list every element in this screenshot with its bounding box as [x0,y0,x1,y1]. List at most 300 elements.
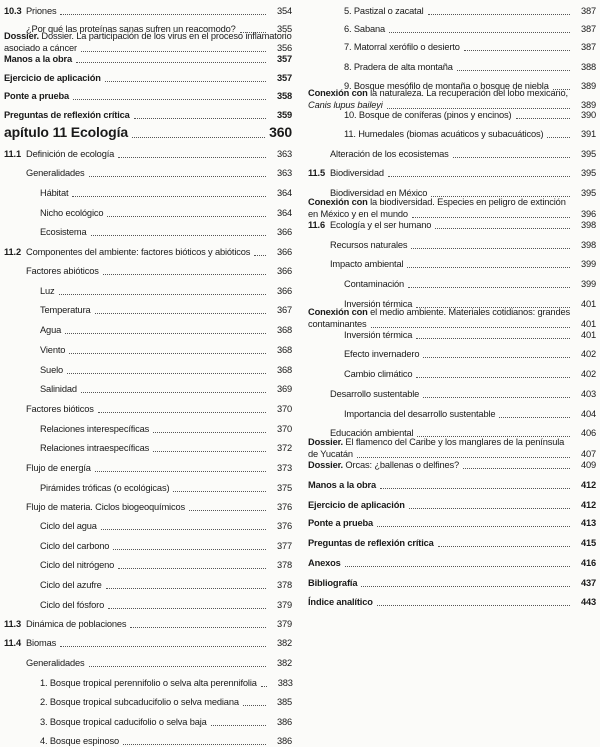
toc-entry-label: Generalidades [26,658,85,668]
toc-entry-multiline[interactable] [4,30,292,54]
toc-entry-label: Dossier. Orcas: ¿ballenas o delfines? [308,460,460,470]
dot-leader [409,508,570,509]
toc-page-number: 390 [580,110,596,120]
toc-entry-label: Cambio climático [344,369,413,379]
toc-entry-label: Flujo de energía [26,463,91,473]
toc-page-number: 379 [276,619,292,629]
dot-leader [380,488,570,489]
toc-page-number: 382 [276,638,292,648]
toc-entry-label: Ciclo del fósforo [40,600,105,610]
toc-page-number: 366 [276,266,292,276]
toc-entry-label: Efecto invernadero [344,349,420,359]
dot-leader [457,70,570,71]
toc-entry-label: apítulo 11 Ecología [4,124,128,140]
toc-entry[interactable] [26,502,292,513]
toc-entry-label: Relaciones intraespecíficas [40,443,150,453]
dot-leader [73,99,266,100]
dot-leader [377,526,570,527]
dot-leader [499,417,570,418]
toc-entry[interactable] [308,500,596,511]
toc-page-number: 415 [580,538,596,548]
toc-page-number: 398 [580,220,596,230]
dot-leader [118,568,266,569]
toc-entry[interactable] [4,149,292,160]
toc-page-number: 401 [580,299,596,309]
toc-entry-label: Componentes del ambiente: factores bióticos y abióticos [26,247,251,257]
toc-page-number: 388 [580,62,596,72]
toc-page-number: 368 [276,325,292,335]
dot-leader [464,50,570,51]
toc-entry-label: Dinámica de poblaciones [26,619,127,629]
toc-page-number: 382 [276,658,292,668]
toc-entry-label-continued: de Yucatán [308,449,353,459]
toc-entry[interactable] [4,6,292,17]
dot-leader [81,51,266,52]
toc-page-number: 376 [276,521,292,531]
dot-leader [411,248,570,249]
toc-entry[interactable] [4,110,292,121]
toc-entry[interactable] [40,286,292,297]
toc-entry-label: ¿Por qué las proteínas sanas sufren un reacomodo? [26,24,236,34]
toc-page-number: 389 [580,81,596,91]
toc-entry-label: Nicho ecológico [40,208,104,218]
dot-leader [438,546,570,547]
toc-entry-prefix: Conexión con [308,307,371,317]
toc-page-number: 386 [276,736,292,746]
toc-entry-label: Temperatura [40,305,91,315]
toc-entry-label: Generalidades [26,168,85,178]
toc-entry[interactable] [308,578,596,589]
toc-entry[interactable] [344,369,596,380]
toc-entry-label: Impacto ambiental [330,259,404,269]
toc-page-number: 387 [580,24,596,34]
dot-leader [345,566,570,567]
toc-entry[interactable] [40,541,292,552]
toc-entry[interactable] [344,409,596,420]
dot-leader [416,338,570,339]
toc-entry[interactable] [40,227,292,238]
toc-entry-label: Bibliografía [308,578,358,588]
toc-page-number: 366 [276,286,292,296]
toc-entry[interactable] [344,110,596,121]
toc-page-number: 389 [580,100,596,110]
dot-leader [89,176,266,177]
toc-entry[interactable] [4,54,292,65]
dot-leader [72,196,266,197]
toc-entry[interactable] [40,345,292,356]
toc-entry-prefix: Conexión con [308,88,371,98]
toc-page-number: 395 [580,188,596,198]
toc-entry[interactable] [308,518,596,529]
toc-entry-label: Alteración de los ecosistemas [330,149,449,159]
dot-leader [106,588,266,589]
dot-leader [261,686,267,687]
toc-page-number: 387 [580,6,596,16]
dot-leader [377,605,570,606]
toc-entry-label: Preguntas de reflexión crítica [308,538,434,548]
toc-entry[interactable] [330,389,596,400]
toc-entry-label: El flamenco del Caribe y los manglares de la península [345,437,565,447]
toc-page-number: 396 [580,209,596,219]
toc-entry[interactable] [40,188,292,199]
toc-page-number: 399 [580,259,596,269]
toc-entry-label: Ciclo del carbono [40,541,110,551]
toc-page-number: 391 [580,129,596,139]
toc-entry-line2 [4,42,292,54]
toc-entry[interactable] [330,149,596,160]
dot-leader [89,666,266,667]
dot-leader [423,397,570,398]
toc-entry-line2 [308,208,596,220]
toc-entry-multiline[interactable] [308,436,596,460]
toc-entry[interactable] [40,208,292,219]
dot-leader [428,14,570,15]
toc-entry[interactable] [4,247,292,258]
dot-leader [463,468,570,469]
toc-page-number: 395 [580,168,596,178]
toc-entry-label: Manos a la obra [4,54,73,64]
dot-leader [357,457,570,458]
toc-page-number: 379 [276,600,292,610]
toc-entry-label: 3. Bosque tropical caducifolio o selva baja [40,717,207,727]
dot-leader [95,471,266,472]
dot-leader [387,108,570,109]
toc-entry-label: Anexos [308,558,341,568]
dot-leader [254,255,266,256]
toc-entry[interactable] [330,259,596,270]
toc-entry[interactable] [344,349,596,360]
dot-leader [361,586,570,587]
toc-entry-prefix: Dossier. [308,437,346,447]
toc-entry[interactable] [344,42,596,53]
toc-entry[interactable] [40,560,292,571]
toc-entry[interactable] [40,365,292,376]
toc-page-number: 354 [276,6,292,16]
toc-entry[interactable] [308,480,596,491]
toc-entry-line1 [308,87,596,99]
dot-leader [103,274,266,275]
toc-entry-label: Desarrollo sustentable [330,389,420,399]
toc-entry-label: Flujo de materia. Ciclos biogeoquímicos [26,502,185,512]
toc-entry-label-continued: contaminantes [308,319,367,329]
toc-page-number: 412 [580,480,596,490]
dot-leader [211,725,266,726]
toc-entry[interactable] [40,678,292,689]
dot-leader [118,157,266,158]
toc-section-number: 10.3 [4,6,22,16]
toc-entry[interactable] [40,697,292,708]
toc-entry-label: 9. Bosque mesófilo de montaña o bosque de niebla [344,81,549,91]
dot-leader [173,491,266,492]
dot-leader [388,176,570,177]
dot-leader [547,137,570,138]
toc-entry[interactable] [4,73,292,84]
toc-entry-line1 [4,30,292,42]
toc-page-number: 399 [580,279,596,289]
toc-entry[interactable] [344,62,596,73]
toc-page-number: 375 [276,483,292,493]
toc-entry-label: 7. Matorral xerófilo o desierto [344,42,460,52]
toc-page-number: 398 [580,240,596,250]
toc-entry[interactable] [26,266,292,277]
dot-leader [389,32,570,33]
toc-entry-label: 2. Bosque tropical subcaducifolio o selva mediana [40,697,239,707]
dot-leader [65,333,266,334]
toc-entry[interactable] [26,463,292,474]
toc-page-number: 383 [277,678,293,688]
toc-entry-label: Educación ambiental [330,428,414,438]
dot-leader [153,432,266,433]
dot-leader [243,705,266,706]
dot-leader [81,392,266,393]
dot-leader [134,118,266,119]
toc-section-number: 11.6 [308,220,325,230]
toc-entry-label: Priones [26,6,57,16]
dot-leader [189,510,266,511]
toc-page-number: 443 [580,597,596,607]
toc-entry-label: la biodiversidad. Especies en peligro de extinción [370,197,566,207]
toc-page-number: 376 [276,502,292,512]
toc-entry[interactable] [40,384,292,395]
toc-entry-label: Inversión térmica [344,330,413,340]
toc-entry[interactable] [40,600,292,611]
toc-page-number: 357 [276,73,292,83]
toc-entry-label: Ecología y el ser humano [330,220,432,230]
toc-entry[interactable] [40,580,292,591]
toc-entry-label: Índice analítico [308,597,373,607]
toc-page-number: 368 [276,345,292,355]
toc-entry[interactable] [308,538,596,549]
toc-entry-label: Ponte a prueba [4,91,70,101]
toc-entry[interactable] [344,6,596,17]
toc-entry[interactable] [4,619,292,630]
dot-leader [416,377,570,378]
dot-leader [69,353,266,354]
dot-leader [435,228,570,229]
toc-page-number: 368 [276,365,292,375]
toc-entry-label: Relaciones interespecíficas [40,424,150,434]
toc-page-number: 366 [276,227,292,237]
toc-entry-line1 [308,436,596,448]
toc-entry-label: Luz [40,286,55,296]
toc-entry-label: la naturaleza. La recuperación del lobo mexicano, [370,88,568,98]
toc-page-number: 364 [276,188,292,198]
toc-entry-label: Contaminación [344,279,405,289]
toc-entry-label: 5. Pastizal o zacatal [344,6,424,16]
toc-entry[interactable] [330,240,596,251]
toc-page-number: 357 [276,54,292,64]
dot-leader [101,529,266,530]
dot-leader [412,217,570,218]
toc-entry-multiline[interactable] [308,196,596,220]
toc-page-number: 403 [580,389,596,399]
dot-leader [123,744,266,745]
toc-entry-label: Ejercicio de aplicación [308,500,405,510]
toc-section-number: 11.5 [308,168,325,178]
toc-page-number: 385 [276,697,292,707]
dot-leader [67,373,266,374]
dot-leader [423,357,570,358]
dot-leader [60,14,266,15]
toc-entry[interactable] [344,330,596,341]
toc-page-number: 406 [580,428,596,438]
toc-page-number: 437 [580,578,596,588]
toc-page-number: 402 [580,349,596,359]
toc-entry-label: Dossier. La participación de los virus en el proceso inflamatorio [41,31,292,41]
toc-entry-label: Importancia del desarrollo sustentable [344,409,496,419]
toc-page-number: 366 [276,247,292,257]
toc-entry[interactable] [40,483,292,494]
toc-section-number: 11.1 [4,149,21,159]
toc-entry-line2 [308,318,596,330]
toc-entry[interactable] [344,279,596,290]
dot-leader [98,412,266,413]
toc-entry-label-continued: en México y en el mundo [308,209,408,219]
toc-entry[interactable] [40,305,292,316]
toc-entry[interactable] [26,168,292,179]
toc-entry-label: Ecosistema [40,227,87,237]
toc-entry[interactable] [308,220,596,231]
toc-entry[interactable] [40,325,292,336]
toc-entry-label: 11. Humedales (biomas acuáticos y subacuáticos) [344,129,544,139]
dot-leader [113,549,266,550]
toc-entry[interactable] [308,168,596,179]
toc-entry[interactable] [40,424,292,435]
toc-entry[interactable] [344,129,596,140]
toc-page-number: 377 [276,541,292,551]
toc-entry-label: 10. Bosque de coníferas (pinos y encinos) [344,110,512,120]
dot-leader [95,313,266,314]
toc-entry[interactable] [40,443,292,454]
toc-entry-label: Hábitat [40,188,69,198]
toc-page-number: 378 [276,560,292,570]
toc-entry-label: Factores abióticos [26,266,99,276]
toc-entry-label: Pirámides tróficas (o ecológicas) [40,483,170,493]
toc-entry-label: Viento [40,345,66,355]
dot-leader [408,287,570,288]
toc-entry-label: Biodiversidad en México [330,188,428,198]
toc-entry-label: Ciclo del agua [40,521,97,531]
toc-entry-label: Factores bióticos [26,404,94,414]
toc-entry-label: Definición de ecología [26,149,115,159]
toc-section-number: 11.4 [4,638,21,648]
toc-entry[interactable] [26,658,292,669]
toc-page-number: 404 [580,409,596,419]
toc-entry-label: Ponte a prueba [308,518,374,528]
toc-entry-line2 [308,448,596,460]
toc-entry[interactable] [308,558,596,569]
toc-section-number: 11.2 [4,247,21,257]
toc-entry[interactable] [308,460,596,471]
dot-leader [153,451,266,452]
dot-leader [407,267,570,268]
toc-entry-label: el medio ambiente. Materiales cotidianos: grandes [370,307,570,317]
toc-page-number: 401 [580,330,596,340]
toc-page-number: 402 [580,369,596,379]
toc-entry[interactable] [344,24,596,35]
toc-entry-label-continued: Canis lupus baileyi [308,100,383,110]
toc-page-number: 360 [269,124,292,140]
toc-entry-label: Biomas [26,638,57,648]
dot-leader [132,137,265,138]
dot-leader [91,235,266,236]
toc-entry-label: Inversión térmica [344,299,413,309]
toc-entry-multiline[interactable] [308,306,596,330]
toc-page-number: 409 [580,460,596,470]
dot-leader [108,608,266,609]
toc-entry-label: Suelo [40,365,64,375]
toc-entry-label-continued: asociado a cáncer [4,43,77,53]
toc-entry-label: Manos a la obra [308,480,377,490]
toc-page-number: 369 [276,384,292,394]
toc-page-number: 356 [276,43,292,53]
toc-page-number: 387 [580,42,596,52]
toc-entry[interactable] [26,404,292,415]
dot-leader [60,646,266,647]
dot-leader [107,216,266,217]
toc-page-number: 367 [276,305,292,315]
toc-entry-label: 8. Pradera de alta montaña [344,62,453,72]
toc-page-number: 358 [276,91,292,101]
toc-entry-line1 [308,196,596,208]
toc-page-number: 416 [580,558,596,568]
toc-entry-label: Recursos naturales [330,240,408,250]
toc-entry-label: 4. Bosque espinoso [40,736,119,746]
toc-page-number: 370 [276,404,292,414]
toc-page-number: 363 [276,168,292,178]
toc-page-number: 378 [276,580,292,590]
dot-leader [453,157,570,158]
dot-leader [76,62,266,63]
toc-page-number: 407 [580,449,596,459]
toc-page-number: 412 [580,500,596,510]
toc-entry-prefix: Conexión con [308,197,371,207]
toc-entry-label: Salinidad [40,384,77,394]
toc-page-number: 401 [580,319,596,329]
toc-entry-prefix: Dossier. [308,460,346,470]
dot-leader [105,81,266,82]
dot-leader [130,627,266,628]
toc-entry-label: Ciclo del azufre [40,580,102,590]
toc-entry-multiline[interactable] [308,87,596,111]
toc-page-number: 363 [276,149,292,159]
toc-page-number: 413 [580,518,596,528]
toc-entry-line1 [308,306,596,318]
toc-page-number: 370 [276,424,292,434]
toc-entry[interactable] [40,717,292,728]
toc-entry[interactable] [4,91,292,102]
toc-page-number: 386 [276,717,292,727]
toc-entry[interactable] [40,521,292,532]
toc-entry-label: Biodiversidad [330,168,384,178]
toc-entry-prefix: Dossier. [4,31,42,41]
toc-entry-label: 6. Sabana [344,24,386,34]
toc-entry[interactable] [4,638,292,649]
chapter-heading[interactable] [4,124,292,140]
toc-entry-label: Agua [40,325,62,335]
toc-entry-label: Preguntas de reflexión crítica [4,110,130,120]
toc-page-number: 372 [276,443,292,453]
toc-entry[interactable] [308,597,596,608]
dot-leader [516,118,571,119]
dot-leader [371,327,570,328]
toc-page-number: 355 [276,24,292,34]
toc-page-number: 364 [276,208,292,218]
toc-entry-label: Ciclo del nitrógeno [40,560,115,570]
toc-page-number: 373 [276,463,292,473]
toc-page-number: 395 [580,149,596,159]
toc-entry-label: 1. Bosque tropical perennifolio o selva alta perennifolia [40,678,257,688]
